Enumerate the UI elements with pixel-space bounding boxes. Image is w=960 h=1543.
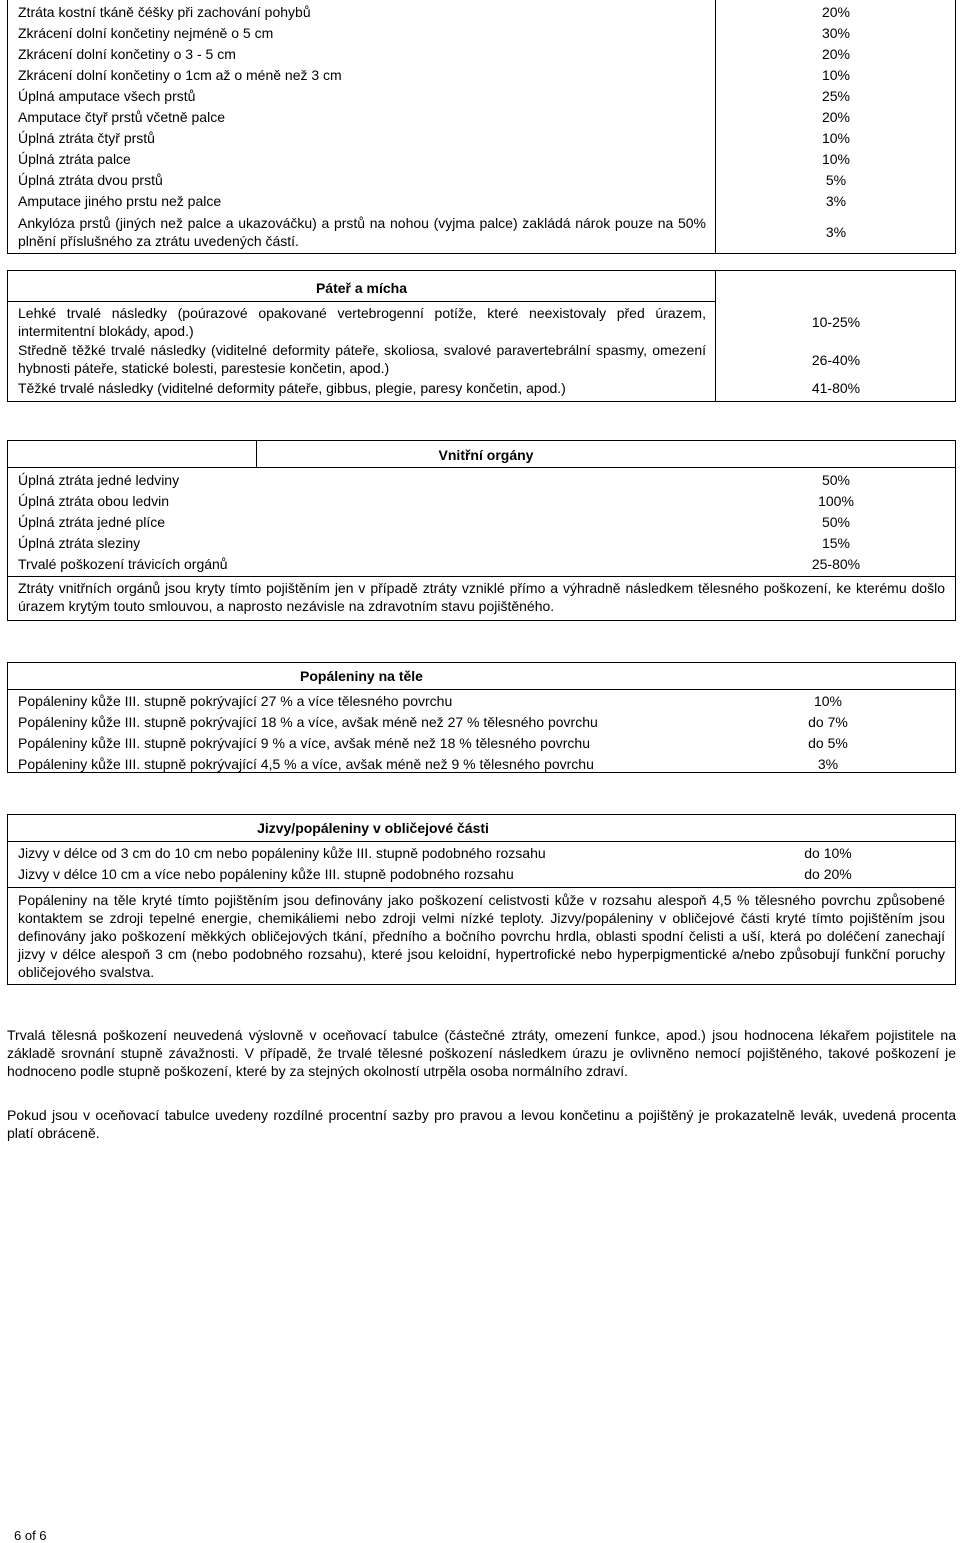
limb-table	[7, 0, 956, 254]
closing-paragraph-2: Pokud jsou v oceňovací tabulce uvedeny rozdílné procentní sazby pro pravou a levou končetinu a pojištěný je prokazatelně levák, uvedená procenta platí obráceně.	[7, 1107, 956, 1141]
scars-title: Jizvy/popáleniny v obličejové části	[257, 820, 489, 836]
row-value: 10%	[821, 67, 851, 83]
row-label: Zkrácení dolní končetiny nejméně o 5 cm	[18, 25, 274, 41]
row-value: do 20%	[804, 866, 852, 882]
row-value: 5%	[825, 172, 847, 188]
spine-table	[7, 270, 956, 402]
row-label: Zkrácení dolní končetiny o 3 - 5 cm	[18, 46, 236, 62]
row-label: Popáleniny kůže III. stupně pokrývající 4,5 % a více, avšak méně než 9 % tělesného povrchu	[18, 756, 594, 772]
organs-note: Ztráty vnitřních orgánů jsou kryty tímto pojištěním jen v případě ztráty vzniklé přímo a výhradně následkem tělesného poškození, ke kterému došlo úrazem krytým touto smlouvou, a naprosto nezávisle na zdravotním stavu pojištěného.	[18, 580, 945, 614]
table-row	[8, 44, 955, 65]
row-label: Zkrácení dolní končetiny o 1cm až o méně než 3 cm	[18, 67, 342, 83]
row-label: Trvalé poškození trávicích orgánů	[18, 556, 228, 572]
row-value: 30%	[821, 25, 851, 41]
row-label: Lehké trvalé následky (poúrazové opakované vertebrogenní potíže, které neexistovaly před úrazem, intermitentní blokády, apod.)	[18, 305, 706, 339]
row-value: 50%	[821, 514, 851, 530]
limb-last-row	[8, 213, 955, 251]
table-row	[8, 470, 955, 491]
table-row	[8, 378, 955, 400]
burns-table	[7, 662, 956, 773]
row-value: 26-40%	[811, 352, 861, 368]
row-label: Jizvy v délce od 3 cm do 10 cm nebo popáleniny kůže III. stupně podobného rozsahu	[18, 845, 546, 861]
table-row	[8, 2, 955, 23]
table-row	[8, 170, 955, 191]
row-label: Úplná ztráta dvou prstů	[18, 172, 163, 188]
row-value: 3%	[825, 224, 847, 240]
table-row	[8, 65, 955, 86]
table-row	[8, 754, 955, 775]
table-row	[8, 149, 955, 170]
table-row	[8, 843, 955, 864]
page-number: 6 of 6	[14, 1528, 47, 1543]
row-label: Úplná ztráta sleziny	[18, 535, 141, 551]
row-label: Popáleniny kůže III. stupně pokrývající 9 % a více, avšak méně než 18 % tělesného povrchu	[18, 735, 590, 751]
row-value: 20%	[821, 46, 851, 62]
row-value: 10%	[821, 130, 851, 146]
row-value: do 7%	[808, 714, 848, 730]
table-row	[8, 712, 955, 733]
row-label: Středně těžké trvalé následky (viditelné deformity páteře, skoliosa, svalové paravertebrální spasmy, omezení hybnosti páteře, statické bolesti, parestesie končetin, apod.)	[18, 342, 706, 376]
spine-title: Páteř a mícha	[315, 280, 408, 296]
row-label: Úplná ztráta jedné plíce	[18, 514, 166, 530]
row-label: Ztráta kostní tkáně čéšky při zachování pohybů	[18, 4, 311, 20]
scars-note: Popáleniny na těle kryté tímto pojištěním jsou definovány jako poškození celistvosti kůže v rozsahu alespoň 4,5 % tělesného povrchu způsobené kontaktem se zdroji tepelné energie, chemikáliemi nebo zdroji velmi nízké teploty. Jizvy/popáleniny v obličejové části kryté tímto pojištěním jsou definovány jako poškození měkkých obličejových tkání, předního a bočního povrchu hrdla, oblasti spodní čelisti a uší, která po doléčení zanechají jizvy v délce alespoň 3 cm (nebo podobného rozsahu), které jsou keloidní, hypertrofické nebo hyperpigmentické a/nebo způsobují funkční poruchy obličejového svalstva.	[18, 892, 945, 980]
row-value: 25%	[821, 88, 851, 104]
organs-title: Vnitřní orgány	[438, 447, 534, 463]
closing-paragraph-1: Trvalá tělesná poškození neuvedená výslovně v oceňovací tabulce (částečné ztráty, omezení funkce, apod.) jsou hodnocena lékařem pojistitele na základě srovnání stupně závažnosti. V případě, že trvalé tělesné poškození následkem úrazu je ovlivněno nemocí pojištěného, takové poškození je hodnoceno podle stupně poškození, které by za stejných okolností utrpěla osoba normálního zdraví.	[7, 1027, 956, 1079]
table-row	[8, 23, 955, 44]
table-row	[8, 733, 955, 754]
table-row	[8, 554, 955, 575]
table-row	[8, 491, 955, 512]
organs-table	[7, 440, 956, 621]
burns-title: Popáleniny na těle	[300, 668, 423, 684]
scars-table	[7, 814, 956, 985]
row-value: 25-80%	[811, 556, 861, 572]
table-row	[8, 302, 955, 340]
table-row	[8, 191, 955, 212]
table-row	[8, 107, 955, 128]
row-value: 15%	[821, 535, 851, 551]
row-label: Ankylóza prstů (jiných než palce a ukazováčku) a prstů na nohou (vyjma palce) zakládá nárok pouze na 50% plnění příslušného za ztrátu uvedených částí.	[18, 215, 706, 249]
row-value: 3%	[817, 756, 839, 772]
row-label: Úplná ztráta palce	[18, 151, 131, 167]
table-row	[8, 533, 955, 554]
row-label: Úplná ztráta obou ledvin	[18, 493, 169, 509]
row-value: 100%	[818, 493, 854, 509]
row-label: Amputace čtyř prstů včetně palce	[18, 109, 225, 125]
table-row	[8, 512, 955, 533]
row-label: Těžké trvalé následky (viditelné deformity páteře, gibbus, plegie, paresy končetin, apod.)	[18, 380, 566, 396]
row-label: Popáleniny kůže III. stupně pokrývající 27 % a více tělesného povrchu	[18, 693, 453, 709]
row-value: 50%	[821, 472, 851, 488]
row-value: do 5%	[808, 735, 848, 751]
row-value: 41-80%	[811, 380, 861, 396]
row-label: Popáleniny kůže III. stupně pokrývající 18 % a více, avšak méně než 27 % tělesného povrchu	[18, 714, 598, 730]
table-row	[8, 691, 955, 712]
row-value: 20%	[821, 109, 851, 125]
row-label: Amputace jiného prstu než palce	[18, 193, 222, 209]
row-value: 20%	[821, 4, 851, 20]
table-row	[8, 864, 955, 885]
row-value: 10-25%	[811, 314, 861, 330]
row-value: 10%	[813, 693, 843, 709]
row-label: Úplná ztráta čtyř prstů	[18, 130, 155, 146]
row-label: Úplná ztráta jedné ledviny	[18, 472, 180, 488]
table-row	[8, 86, 955, 107]
row-value: 3%	[825, 193, 847, 209]
row-value: do 10%	[804, 845, 852, 861]
table-row	[8, 340, 955, 378]
row-label: Jizvy v délce 10 cm a více nebo popáleniny kůže III. stupně podobného rozsahu	[18, 866, 514, 882]
table-row	[8, 128, 955, 149]
row-value: 10%	[821, 151, 851, 167]
row-label: Úplná amputace všech prstů	[18, 88, 196, 104]
